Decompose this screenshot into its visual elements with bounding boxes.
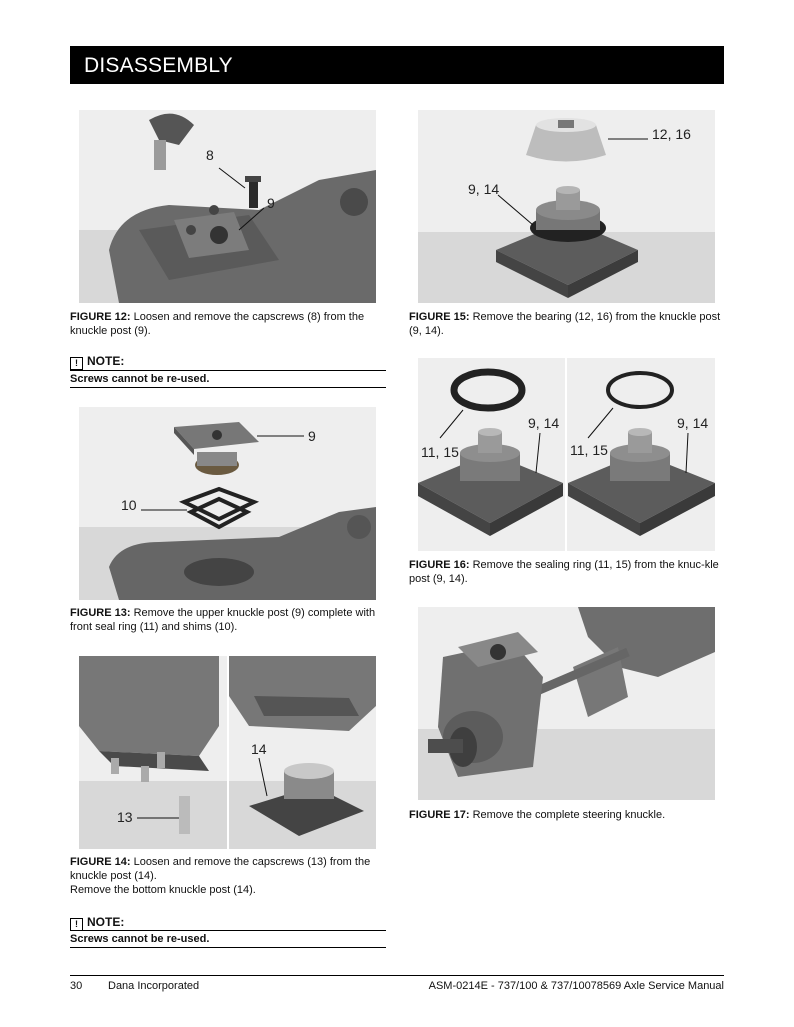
section-header-bar: [70, 46, 724, 84]
figure-15-label: FIGURE 15:: [409, 311, 470, 323]
figure-13-image: [79, 407, 376, 600]
callout-9: 9: [267, 195, 275, 211]
note-2-heading: [70, 915, 124, 931]
figure-17-label: FIGURE 17:: [409, 809, 470, 821]
note-1-rule-bottom: [70, 387, 386, 388]
note-2-rule-bottom: [70, 947, 386, 948]
info-icon: !: [70, 918, 83, 931]
note-1-title: NOTE:: [87, 354, 125, 368]
callout-11-15-right: 11, 15: [570, 442, 608, 458]
figure-16-caption: [409, 558, 725, 586]
callout-9-14-right: 9, 14: [677, 415, 709, 431]
figure-15-text: Remove the bearing (12, 16) from the knuckle post (9, 14).: [409, 311, 721, 337]
note-2-rule-top: [70, 930, 386, 931]
callout-8: 8: [206, 147, 214, 163]
note-2-body: Screws cannot be re-used.: [70, 933, 210, 945]
figure-12-caption: [70, 310, 386, 338]
section-title: DISASSEMBLY: [84, 54, 233, 77]
figure-13-caption: [70, 606, 386, 634]
figure-13-label: FIGURE 13:: [70, 607, 131, 619]
footer-company: Dana Incorporated: [108, 980, 200, 992]
figure-15-image: [418, 110, 715, 303]
note-1-body: Screws cannot be re-used.: [70, 373, 210, 385]
callout-9-14: 9, 14: [468, 181, 500, 197]
figure-17-image: [418, 607, 715, 800]
note-1-heading: [70, 354, 124, 370]
note-2-title: NOTE:: [87, 915, 125, 929]
figure-14-text-2: Remove the bottom knuckle post (14).: [70, 884, 256, 896]
note-1-rule-top: [70, 370, 386, 371]
figure-14-label: FIGURE 14:: [70, 856, 131, 868]
page-number: 30: [70, 980, 83, 992]
figure-16-text: Remove the sealing ring (11, 15) from the knuc-kle post (9, 14).: [409, 559, 719, 585]
callout-14: 14: [251, 741, 267, 757]
figure-14-image: [79, 656, 376, 849]
figure-17-caption: [409, 808, 725, 822]
figure-15-caption: [409, 310, 725, 338]
figure-12-text: Loosen and remove the capscrews (8) from the knuckle post (9).: [70, 311, 365, 337]
callout-13: 13: [117, 809, 133, 825]
figure-13-text: Remove the upper knuckle post (9) complete with front seal ring (11) and shims (10).: [70, 607, 376, 633]
callout-10: 10: [121, 497, 137, 513]
figure-16-image: [418, 358, 715, 551]
figure-12-label: FIGURE 12:: [70, 311, 131, 323]
footer-rule: [70, 975, 724, 976]
callout-12-16: 12, 16: [652, 126, 691, 142]
callout-9-14-left: 9, 14: [528, 415, 560, 431]
callout-11-15-left: 11, 15: [421, 444, 459, 460]
figure-12-image: [79, 110, 376, 303]
figure-16-label: FIGURE 16:: [409, 559, 470, 571]
info-icon: !: [70, 357, 83, 370]
figure-17-text: Remove the complete steering knuckle.: [472, 809, 666, 821]
footer-manual-title: ASM-0214E - 737/100 & 737/10078569 Axle Service Manual: [428, 980, 724, 992]
figure-14-text: Loosen and remove the capscrews (13) from the knuckle post (14).: [70, 856, 371, 882]
callout-9: 9: [308, 428, 316, 444]
figure-14-caption: [70, 855, 386, 897]
